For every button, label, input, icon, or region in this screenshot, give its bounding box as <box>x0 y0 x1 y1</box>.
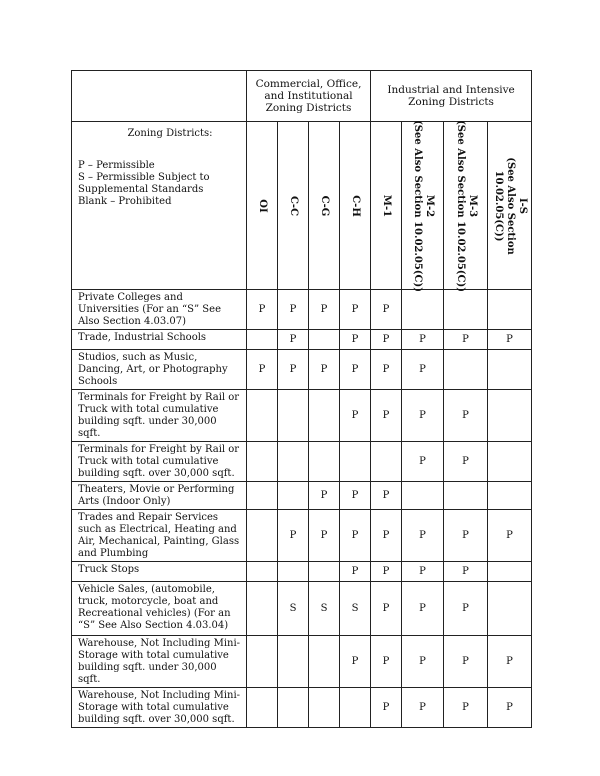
permission-cell: P <box>444 390 488 442</box>
column-note: (See Also Section 10.02.05(C)) <box>492 156 516 255</box>
permission-cell: P <box>371 350 402 390</box>
table-body <box>72 290 532 728</box>
use-cell: Vehicle Sales, (automobile, truck, motorcycle, boat and Recreational vehicles) (For an “S” See Also Section 4.03.04) <box>72 582 247 636</box>
permission-cell: P <box>402 510 444 562</box>
column-label: C-C <box>288 195 299 216</box>
permission-cell: P <box>402 442 444 482</box>
permission-cell <box>488 350 532 390</box>
permission-cell <box>309 562 340 582</box>
legend-line: Blank – Prohibited <box>78 196 172 207</box>
table-row <box>72 562 532 582</box>
permission-cell: P <box>444 582 488 636</box>
permission-cell: P <box>444 442 488 482</box>
permission-cell: P <box>402 636 444 688</box>
permission-cell: P <box>402 330 444 350</box>
permission-cell: P <box>402 390 444 442</box>
table-row <box>72 350 532 390</box>
permission-cell: P <box>371 636 402 688</box>
permission-cell <box>247 390 278 442</box>
use-cell: Terminals for Freight by Rail or Truck with total cumulative building sqft. under 30,000 sqft. <box>72 390 247 442</box>
table-row <box>72 390 532 442</box>
permission-cell: P <box>444 330 488 350</box>
permission-cell <box>247 510 278 562</box>
permission-cell: S <box>278 582 309 636</box>
permission-cell <box>247 688 278 728</box>
column-label: C-G <box>319 195 330 216</box>
column-label-block <box>454 120 478 292</box>
permission-cell: P <box>371 688 402 728</box>
legend-title: Zoning Districts: <box>127 128 213 139</box>
permission-cell: P <box>340 390 371 442</box>
permission-cell <box>444 350 488 390</box>
permission-cell <box>247 636 278 688</box>
permission-cell <box>278 390 309 442</box>
permission-cell <box>278 688 309 728</box>
column-label: M-3 <box>466 194 478 217</box>
permission-cell <box>278 482 309 510</box>
permission-cell <box>488 390 532 442</box>
table-row <box>72 442 532 482</box>
permission-cell <box>247 562 278 582</box>
column-header-c-g <box>309 122 340 290</box>
column-header-c-c <box>278 122 309 290</box>
permission-cell <box>247 442 278 482</box>
column-label: I-S <box>516 197 528 214</box>
permission-cell: P <box>444 510 488 562</box>
permission-cell: P <box>444 636 488 688</box>
table-row <box>72 636 532 688</box>
permission-cell: P <box>402 562 444 582</box>
permission-cell <box>488 442 532 482</box>
column-label: M-2 <box>423 194 435 217</box>
permission-cell <box>309 688 340 728</box>
legend-line: S – Permissible Subject to <box>78 172 210 183</box>
use-cell: Theaters, Movie or Performing Arts (Indoor Only) <box>72 482 247 510</box>
permission-cell <box>488 482 532 510</box>
permission-cell: P <box>371 330 402 350</box>
permission-cell <box>340 442 371 482</box>
permission-cell <box>278 562 309 582</box>
permission-cell <box>309 330 340 350</box>
permission-cell: P <box>340 636 371 688</box>
permission-cell <box>340 688 371 728</box>
permission-cell: P <box>309 350 340 390</box>
permission-cell: P <box>444 688 488 728</box>
permission-cell <box>402 290 444 330</box>
use-cell: Studios, such as Music, Dancing, Art, or Photography Schools <box>72 350 247 390</box>
permission-cell: P <box>278 290 309 330</box>
column-header-oi <box>247 122 278 290</box>
permission-cell: P <box>340 510 371 562</box>
permission-cell: P <box>340 290 371 330</box>
permission-cell <box>278 636 309 688</box>
permission-cell: P <box>371 482 402 510</box>
permission-cell <box>309 442 340 482</box>
permission-cell: P <box>309 482 340 510</box>
column-header-m-1 <box>371 122 402 290</box>
permission-cell <box>309 636 340 688</box>
permission-cell <box>488 582 532 636</box>
permission-cell: P <box>371 562 402 582</box>
permission-cell <box>444 290 488 330</box>
permission-cell: P <box>371 582 402 636</box>
industrial-group-header: Industrial and Intensive Zoning Districts <box>371 71 532 122</box>
permission-cell: P <box>488 510 532 562</box>
column-header-i-s <box>488 122 532 290</box>
permission-cell <box>247 330 278 350</box>
permission-cell: P <box>402 582 444 636</box>
permission-cell: P <box>247 350 278 390</box>
permission-cell: P <box>340 482 371 510</box>
permission-cell <box>444 482 488 510</box>
use-cell: Private Colleges and Universities (For an “S” See Also Section 4.03.07) <box>72 290 247 330</box>
column-header-m-2 <box>402 119 444 292</box>
use-cell: Warehouse, Not Including Mini-Storage with total cumulative building sqft. under 30,000 sqft. <box>72 636 247 688</box>
permission-cell: S <box>309 582 340 636</box>
permission-cell: P <box>371 510 402 562</box>
permission-cell: P <box>444 562 488 582</box>
column-label-block <box>411 120 435 292</box>
permission-cell: P <box>402 688 444 728</box>
column-note: (See Also Section 10.02.05(C)) <box>454 119 466 292</box>
table-row <box>72 482 532 510</box>
use-cell: Truck Stops <box>72 562 247 582</box>
commercial-group-header: Commercial, Office, and Institutional Zoning Districts <box>247 71 371 122</box>
table-row <box>72 510 532 562</box>
permission-cell: P <box>340 350 371 390</box>
permission-cell: P <box>488 688 532 728</box>
permission-cell: P <box>488 636 532 688</box>
use-cell: Trade, Industrial Schools <box>72 330 247 350</box>
permission-cell <box>247 582 278 636</box>
blank-header-cell <box>72 71 247 122</box>
use-cell: Trades and Repair Services such as Electrical, Heating and Air, Mechanical, Painting, Glass and Plumbing <box>72 510 247 562</box>
permission-cell <box>278 442 309 482</box>
zoning-table <box>71 70 532 728</box>
column-header-m-3 <box>444 119 488 292</box>
permission-cell <box>247 482 278 510</box>
permission-cell: P <box>488 330 532 350</box>
permission-cell: P <box>371 390 402 442</box>
permission-cell: P <box>278 350 309 390</box>
permission-cell: P <box>278 330 309 350</box>
legend-cell <box>72 122 247 290</box>
permission-cell: P <box>371 290 402 330</box>
permission-cell <box>402 482 444 510</box>
permission-cell <box>488 562 532 582</box>
permission-cell <box>371 442 402 482</box>
permission-cell: S <box>340 582 371 636</box>
permission-cell: P <box>309 290 340 330</box>
column-label: OI <box>257 198 268 213</box>
legend-line: P – Permissible <box>78 160 155 171</box>
table-row <box>72 330 532 350</box>
column-label: C-H <box>350 194 362 217</box>
table-row <box>72 290 532 330</box>
column-label-block <box>492 136 528 276</box>
permission-cell: P <box>309 510 340 562</box>
legend-line: Supplemental Standards <box>78 184 204 195</box>
permission-cell <box>309 390 340 442</box>
table-row <box>72 582 532 636</box>
permission-cell: P <box>402 350 444 390</box>
column-label: M-1 <box>381 194 393 217</box>
table-row <box>72 688 532 728</box>
permission-cell: P <box>340 330 371 350</box>
permission-cell: P <box>340 562 371 582</box>
column-note: (See Also Section 10.02.05(C)) <box>411 119 423 292</box>
permission-cell: P <box>247 290 278 330</box>
column-header-c-h <box>340 122 371 290</box>
use-cell: Warehouse, Not Including Mini-Storage with total cumulative building sqft. over 30,000 sqft. <box>72 688 247 728</box>
permission-cell: P <box>278 510 309 562</box>
permission-cell <box>488 290 532 330</box>
use-cell: Terminals for Freight by Rail or Truck with total cumulative building sqft. over 30,000 sqft. <box>72 442 247 482</box>
